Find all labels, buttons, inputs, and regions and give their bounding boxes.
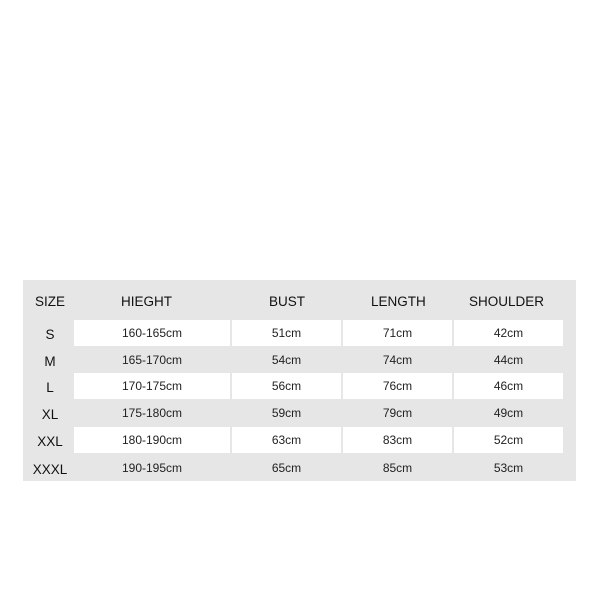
table-row [23, 320, 576, 346]
table-row [23, 347, 576, 373]
shoulder-cell: 52cm [454, 427, 563, 453]
length-cell: 71cm [343, 320, 452, 346]
height-cell: 160-165cm [74, 320, 230, 346]
bust-cell: 65cm [271, 461, 302, 475]
length-cell: 79cm [382, 406, 413, 420]
shoulder-cell: 44cm [493, 353, 524, 367]
height-cell: 190-195cm [121, 461, 183, 475]
length-cell: 83cm [343, 427, 452, 453]
size-label-l: L [46, 380, 54, 395]
length-cell: 85cm [382, 461, 413, 475]
size-label-xxl: XXL [37, 434, 63, 449]
table-row [23, 373, 576, 399]
table-row [23, 400, 576, 426]
height-cell: 170-175cm [74, 373, 230, 399]
shoulder-cell: 49cm [493, 406, 524, 420]
header-size: SIZE [35, 294, 66, 309]
shoulder-cell: 46cm [454, 373, 563, 399]
bust-cell: 63cm [232, 427, 341, 453]
shoulder-cell: 53cm [493, 461, 524, 475]
bust-cell: 59cm [271, 406, 302, 420]
size-label-m: M [44, 354, 56, 369]
bust-cell: 56cm [232, 373, 341, 399]
table-row [23, 427, 576, 453]
length-cell: 76cm [343, 373, 452, 399]
header-length: LENGTH [371, 294, 426, 309]
size-label-xxxl: XXXL [32, 462, 68, 477]
height-cell: 180-190cm [74, 427, 230, 453]
size-label-xl: XL [41, 407, 59, 422]
size-chart-table [23, 280, 576, 481]
height-cell: 175-180cm [121, 406, 183, 420]
table-row [23, 455, 576, 481]
header-height: HIEGHT [121, 294, 173, 309]
bust-cell: 51cm [232, 320, 341, 346]
size-label-s: S [45, 327, 55, 342]
header-bust: BUST [269, 294, 306, 309]
length-cell: 74cm [382, 353, 413, 367]
height-cell: 165-170cm [121, 353, 183, 367]
shoulder-cell: 42cm [454, 320, 563, 346]
bust-cell: 54cm [271, 353, 302, 367]
header-shoulder: SHOULDER [469, 294, 545, 309]
